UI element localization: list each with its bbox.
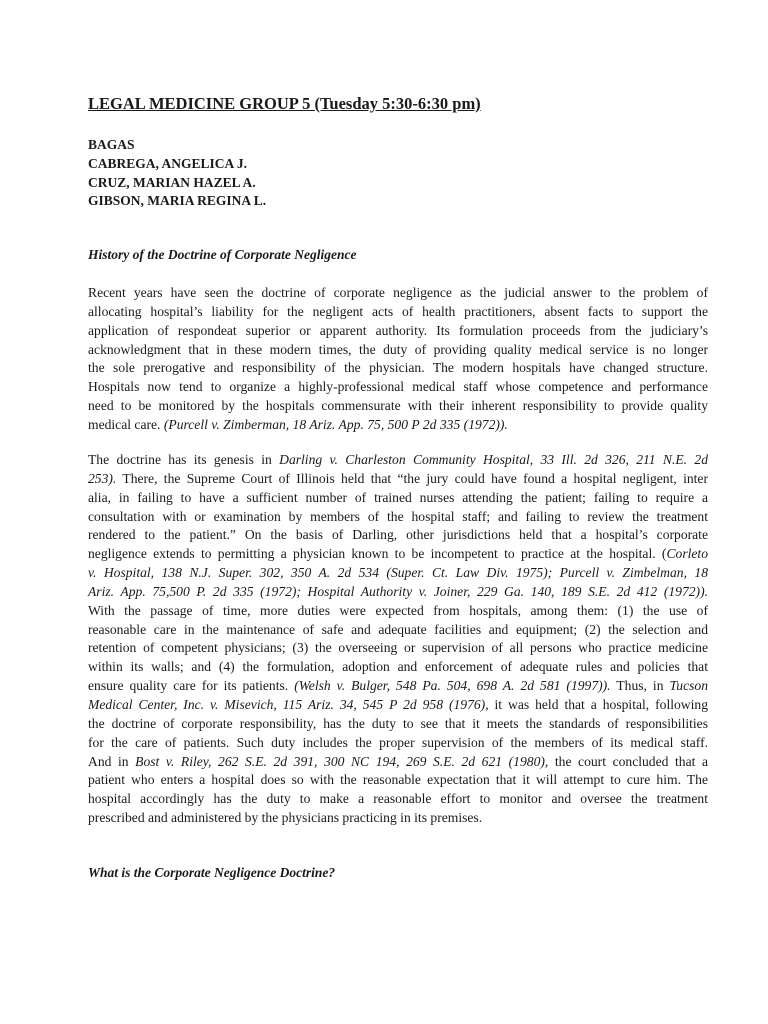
citation-text: 253). xyxy=(88,470,117,486)
citation-text: (Welsh v. Bulger, 548 Pa. 504, 698 A. 2d 581 (1997)). xyxy=(294,678,611,694)
member-name: BAGAS xyxy=(88,137,135,152)
text-line xyxy=(88,526,708,545)
citation-text: (Purcell v. Zimberman, 18 Ariz. App. 75, 500 P 2d 335 (1972)). xyxy=(163,416,508,432)
body-text: for the care of patients. Such duty includes the proper supervision of the members of its medical staff. xyxy=(88,734,708,750)
body-text: retention of competent physicians; (3) the overseeing or supervision of all persons who practice medicine xyxy=(88,640,708,656)
text-line xyxy=(88,677,708,696)
member-name: CRUZ, MARIAN HAZEL A. xyxy=(88,174,256,190)
member-name: GIBSON, MARIA REGINA L. xyxy=(88,193,267,209)
text-line xyxy=(88,658,708,677)
body-text: the court concluded that a xyxy=(548,753,709,769)
text-line xyxy=(88,378,708,397)
body-text: The doctrine has its genesis in xyxy=(88,452,280,467)
body-text: allocating hospital’s liability for the negligent acts of health practitioners, absent facts to support the xyxy=(88,303,708,319)
body-text: the sole prerogative and responsibility of the physician. The modern hospitals have changed structure. xyxy=(88,360,708,376)
text-line xyxy=(88,696,708,715)
text-line xyxy=(88,790,708,809)
citation-text: Darling v. Charleston Community Hospital, 33 Ill. 2d 326, 211 N.E. 2d xyxy=(279,452,708,467)
text-line xyxy=(88,397,708,416)
text-line xyxy=(88,583,708,602)
text-line xyxy=(88,621,708,640)
body-text: alia, in failing to have a sufficient number of trained nurses attending the patient; failing to require a xyxy=(88,489,708,505)
text-line xyxy=(88,341,708,360)
body-text: need to be monitored by the hospitals commensurate with their inherent responsibility to provide quality xyxy=(88,398,708,414)
text-line xyxy=(88,715,708,734)
text-line xyxy=(88,451,708,470)
text-line xyxy=(88,303,708,322)
body-text: Thus, in xyxy=(610,678,670,694)
section-heading-history: History of the Doctrine of Corporate Negligence xyxy=(88,247,357,262)
text-line xyxy=(88,470,708,489)
text-line xyxy=(88,602,708,621)
text-line xyxy=(88,771,708,790)
text-line xyxy=(88,322,708,341)
text-line xyxy=(88,734,708,753)
body-text: Hospitals now tend to organize a highly-professional medical staff whose competence and performance xyxy=(88,379,708,395)
paragraph xyxy=(88,284,708,435)
body-text: With the passage of time, more duties were expected from hospitals, among them: (1) the use of xyxy=(88,602,708,618)
member-name: CABREGA, ANGELICA J. xyxy=(88,155,248,171)
text-line xyxy=(88,639,708,658)
text-line xyxy=(88,564,708,583)
text-line xyxy=(88,489,708,508)
body-text: prescribed and administered by the physicians practicing in its premises. xyxy=(88,810,483,826)
body-text: hospital accordingly has the duty to make a reasonable effort to monitor and oversee the treatment xyxy=(88,791,708,807)
body-text: the doctrine of corporate responsibility, has the duty to see that it meets the standards of responsibilities xyxy=(88,715,708,731)
text-line xyxy=(88,416,708,435)
body-text: patient who enters a hospital does so with the reasonable expectation that it will attempt to cure him. The xyxy=(88,772,708,788)
body-text: And in xyxy=(88,753,136,769)
citation-text: v. Hospital, 138 N.J. Super. 302, 350 A. 2d 534 (Super. Ct. Law Div. 1975); Purcell v. Zimbelman, 18 xyxy=(88,565,708,581)
text-line xyxy=(88,284,708,303)
citation-text: Ariz. App. 75,500 P. 2d 335 (1972); Hospital Authority v. Joiner, 229 Ga. 140, 189 S.E. 2d 412 (1972)). xyxy=(88,583,708,599)
member-list xyxy=(88,136,266,211)
body-text: it was held that a hospital, following xyxy=(488,696,708,712)
body-text: within its walls; and (4) the formulation, adoption and enforcement of adequate rules and policies that xyxy=(88,659,708,675)
body-text: ensure quality care for its patients. xyxy=(88,678,295,694)
body-text: consultation with or examination by members of the hospital staff; and failing to review the treatment xyxy=(88,508,708,524)
text-line xyxy=(88,508,708,527)
body-text: acknowledgment that in these modern times, the duty of providing quality medical service is no longer xyxy=(88,341,708,357)
citation-text: Bost v. Riley, 262 S.E. 2d 391, 300 NC 194, 269 S.E. 2d 621 (1980), xyxy=(135,753,549,769)
text-line xyxy=(88,545,708,564)
body-text: Recent years have seen the doctrine of corporate negligence as the judicial answer to the problem of xyxy=(88,285,708,300)
body-text: rendered to the patient.” On the basis of Darling, other jurisdictions held that a hospital’s corporate xyxy=(88,527,708,543)
section-heading-what-is: What is the Corporate Negligence Doctrine? xyxy=(88,865,336,880)
text-line xyxy=(88,809,708,828)
text-line xyxy=(88,359,708,378)
body-text: negligence extends to permitting a physician known to be incompetent to practice at the hospital. ( xyxy=(88,546,667,562)
citation-text: Medical Center, Inc. v. Misevich, 115 Ariz. 34, 545 P 2d 958 (1976), xyxy=(88,696,489,712)
body-text: There, the Supreme Court of Illinois held that “the jury could have found a hospital negligent, inter xyxy=(116,470,708,486)
body-text: application of respondeat superior or apparent authority. Its formulation proceeds from the judiciary’s xyxy=(88,322,708,338)
text-line xyxy=(88,753,708,772)
document-title: LEGAL MEDICINE GROUP 5 (Tuesday 5:30-6:30 pm) xyxy=(88,94,481,113)
body-text: reasonable care in the maintenance of safe and adequate facilities and equipment; (2) the selection and xyxy=(88,621,708,637)
body-text: medical care. xyxy=(88,416,164,432)
citation-text: Tucson xyxy=(669,678,709,694)
citation-text: Corleto xyxy=(666,546,708,562)
paragraph xyxy=(88,451,708,828)
